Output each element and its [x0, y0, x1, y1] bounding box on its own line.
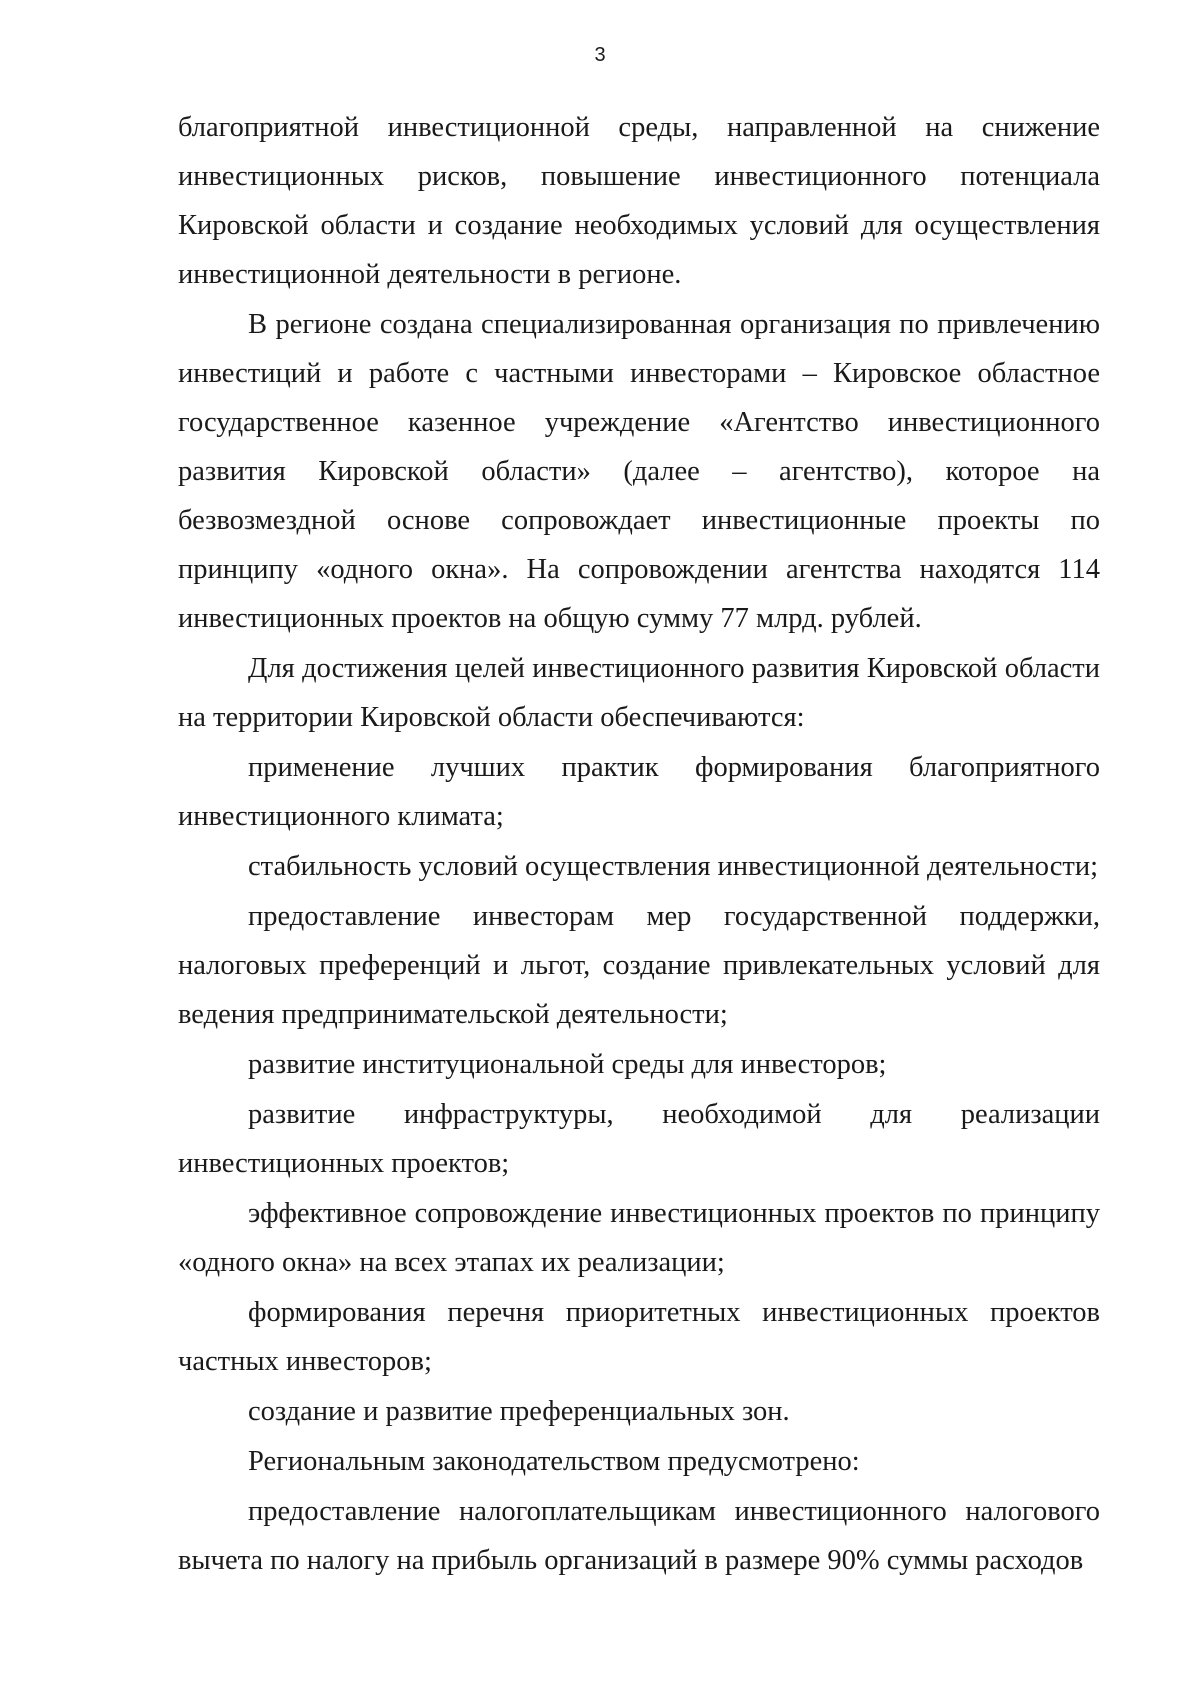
list-item-best-practices: применение лучших практик формирования благоприятного инвестиционного климата;: [178, 752, 1100, 832]
paragraph-goals-intro: Для достижения целей инвестиционного развития Кировской области на территории Кировской области обеспечиваются:: [178, 653, 1100, 733]
list-item-state-support: предоставление инвесторам мер государственной поддержки, налоговых преференций и льгот, создание привлекательных условий для ведения предпринимательской деятельности;: [178, 901, 1100, 1030]
paragraph-tax-deduction: предоставление налогоплательщикам инвестиционного налогового вычета по налогу на прибыль организаций в размере 90% суммы расходов: [178, 1496, 1100, 1576]
paragraph-legislation-intro: Региональным законодательством предусмотрено:: [248, 1446, 860, 1477]
list-item-preferential-zones: создание и развитие преференциальных зон.: [248, 1396, 790, 1427]
list-item-infrastructure: развитие инфраструктуры, необходимой для реализации инвестиционных проектов;: [178, 1099, 1100, 1179]
page-number: 3: [594, 44, 606, 66]
paragraph-agency: В регионе создана специализированная организация по привлечению инвестиций и работе с частными инвесторами – Кировское областное государственное казенное учреждение «Агентство инвестиционного развития Кировской области» (далее – агентство), которое на безвозмездной основе сопровождает инвестиционные проекты по принципу «одного окна». На сопровождении агентства находятся 114 инвестиционных проектов на общую сумму 77 млрд. рублей.: [178, 309, 1100, 634]
list-item-stability: стабильность условий осуществления инвестиционной деятельности;: [248, 851, 1099, 882]
document-body: [178, 103, 1100, 1586]
list-item-one-window: эффективное сопровождение инвестиционных проектов по принципу «одного окна» на всех этапах их реализации;: [178, 1198, 1100, 1278]
paragraph-continued-intro: благоприятной инвестиционной среды, направленной на снижение инвестиционных рисков, повышение инвестиционного потенциала Кировской области и создание необходимых условий для осуществления инвестиционной деятельности в регионе.: [178, 112, 1100, 290]
list-item-institutional: развитие институциональной среды для инвесторов;: [248, 1049, 887, 1080]
list-item-priority-projects: формирования перечня приоритетных инвестиционных проектов частных инвесторов;: [178, 1297, 1100, 1377]
